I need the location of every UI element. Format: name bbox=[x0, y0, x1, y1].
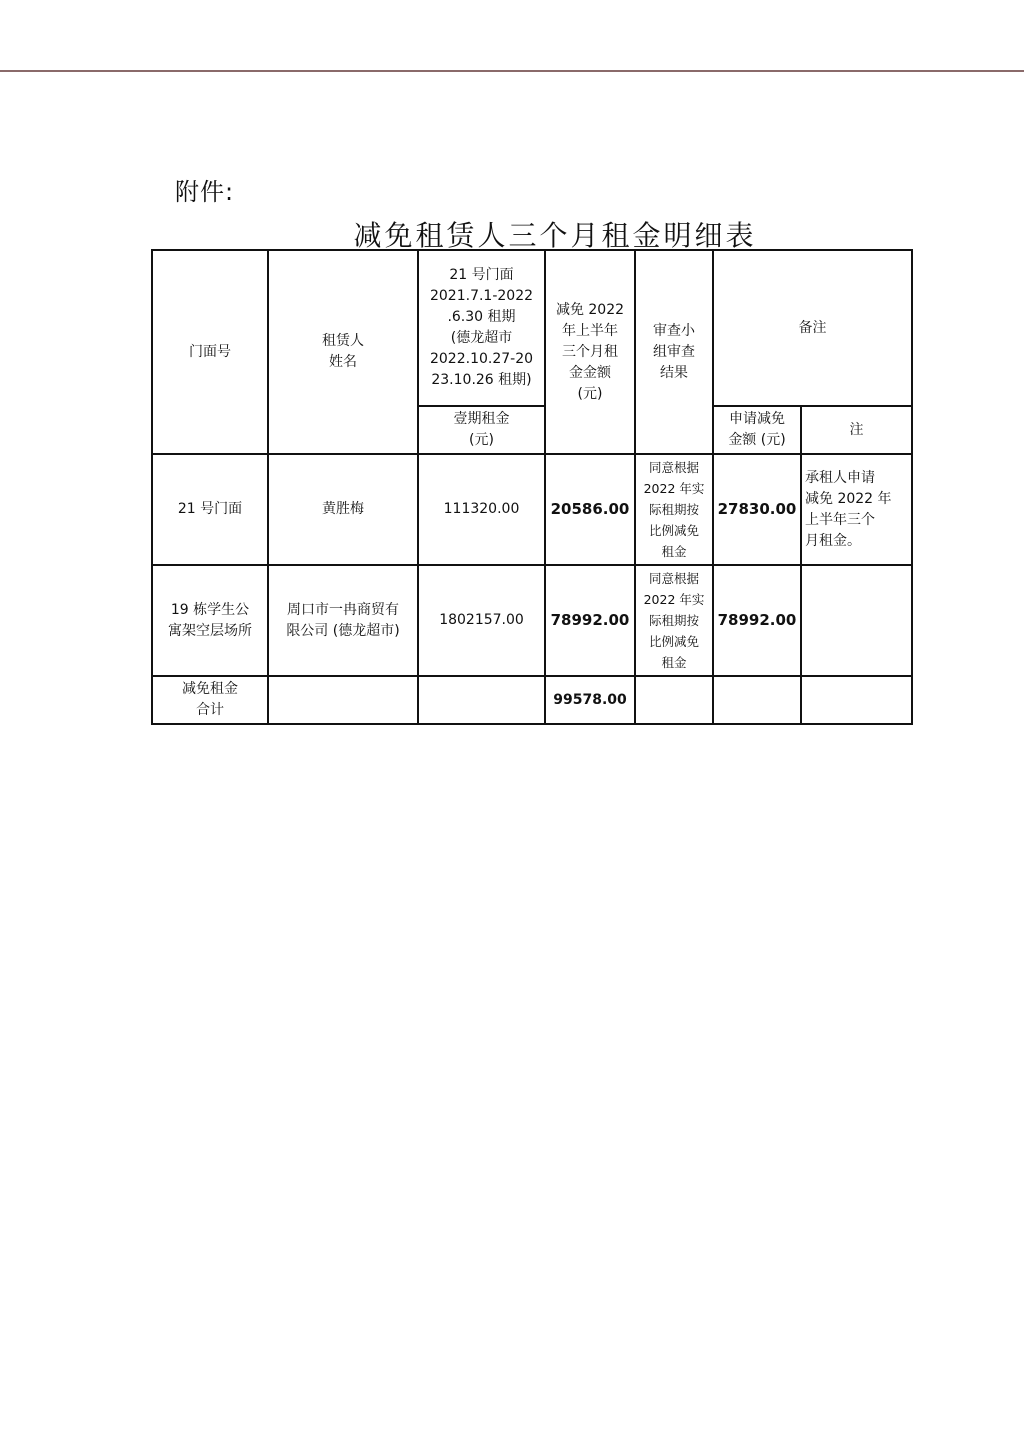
table-row bbox=[152, 565, 912, 676]
attachment-label: 附件: bbox=[175, 178, 235, 206]
cell-apply-amount: 78992.00 bbox=[713, 565, 801, 676]
cell-apply-amount: 27830.00 bbox=[713, 454, 801, 565]
cell-door-no: 19 栋学生公 寓架空层场所 bbox=[152, 565, 268, 676]
header-relief-amount: 减免 2022 年上半年 三个月租 金金额 (元) bbox=[545, 250, 635, 454]
header-review: 审查小 组审查 结果 bbox=[635, 250, 713, 454]
total-empty-apply bbox=[713, 676, 801, 724]
total-empty-first-rent bbox=[418, 676, 545, 724]
cell-note: 承租人申请 减免 2022 年 上半年三个 月租金。 bbox=[801, 454, 912, 565]
total-relief-amount: 99578.00 bbox=[545, 676, 635, 724]
total-empty-note bbox=[801, 676, 912, 724]
cell-review: 同意根据 2022 年实 际租期按 比例减免 租金 bbox=[635, 454, 713, 565]
cell-note bbox=[801, 565, 912, 676]
header-apply-amount: 申请减免 金额 (元) bbox=[713, 406, 801, 454]
cell-first-rent: 111320.00 bbox=[418, 454, 545, 565]
cell-relief-amount: 78992.00 bbox=[545, 565, 635, 676]
header-door-no: 门面号 bbox=[152, 250, 268, 454]
total-empty-review bbox=[635, 676, 713, 724]
header-remarks: 备注 bbox=[713, 250, 912, 406]
cell-review: 同意根据 2022 年实 际租期按 比例减免 租金 bbox=[635, 565, 713, 676]
top-rule bbox=[0, 70, 1024, 72]
cell-lessee: 周口市一冉商贸有 限公司 (德龙超市) bbox=[268, 565, 418, 676]
header-lessee: 租赁人 姓名 bbox=[268, 250, 418, 454]
cell-first-rent: 1802157.00 bbox=[418, 565, 545, 676]
total-row bbox=[152, 676, 912, 724]
cell-lessee: 黄胜梅 bbox=[268, 454, 418, 565]
table-row bbox=[152, 454, 912, 565]
rent-relief-table bbox=[151, 249, 913, 725]
header-period: 21 号门面 2021.7.1-2022 .6.30 租期 (德龙超市 2022.10.27-20 23.10.26 租期) bbox=[418, 250, 545, 406]
header-first-rent: 壹期租金 (元) bbox=[418, 406, 545, 454]
cell-relief-amount: 20586.00 bbox=[545, 454, 635, 565]
cell-door-no: 21 号门面 bbox=[152, 454, 268, 565]
total-empty-lessee bbox=[268, 676, 418, 724]
document-title: 减免租赁人三个月租金明细表 bbox=[353, 219, 757, 252]
total-label: 减免租金 合计 bbox=[152, 676, 268, 724]
header-note: 注 bbox=[801, 406, 912, 454]
